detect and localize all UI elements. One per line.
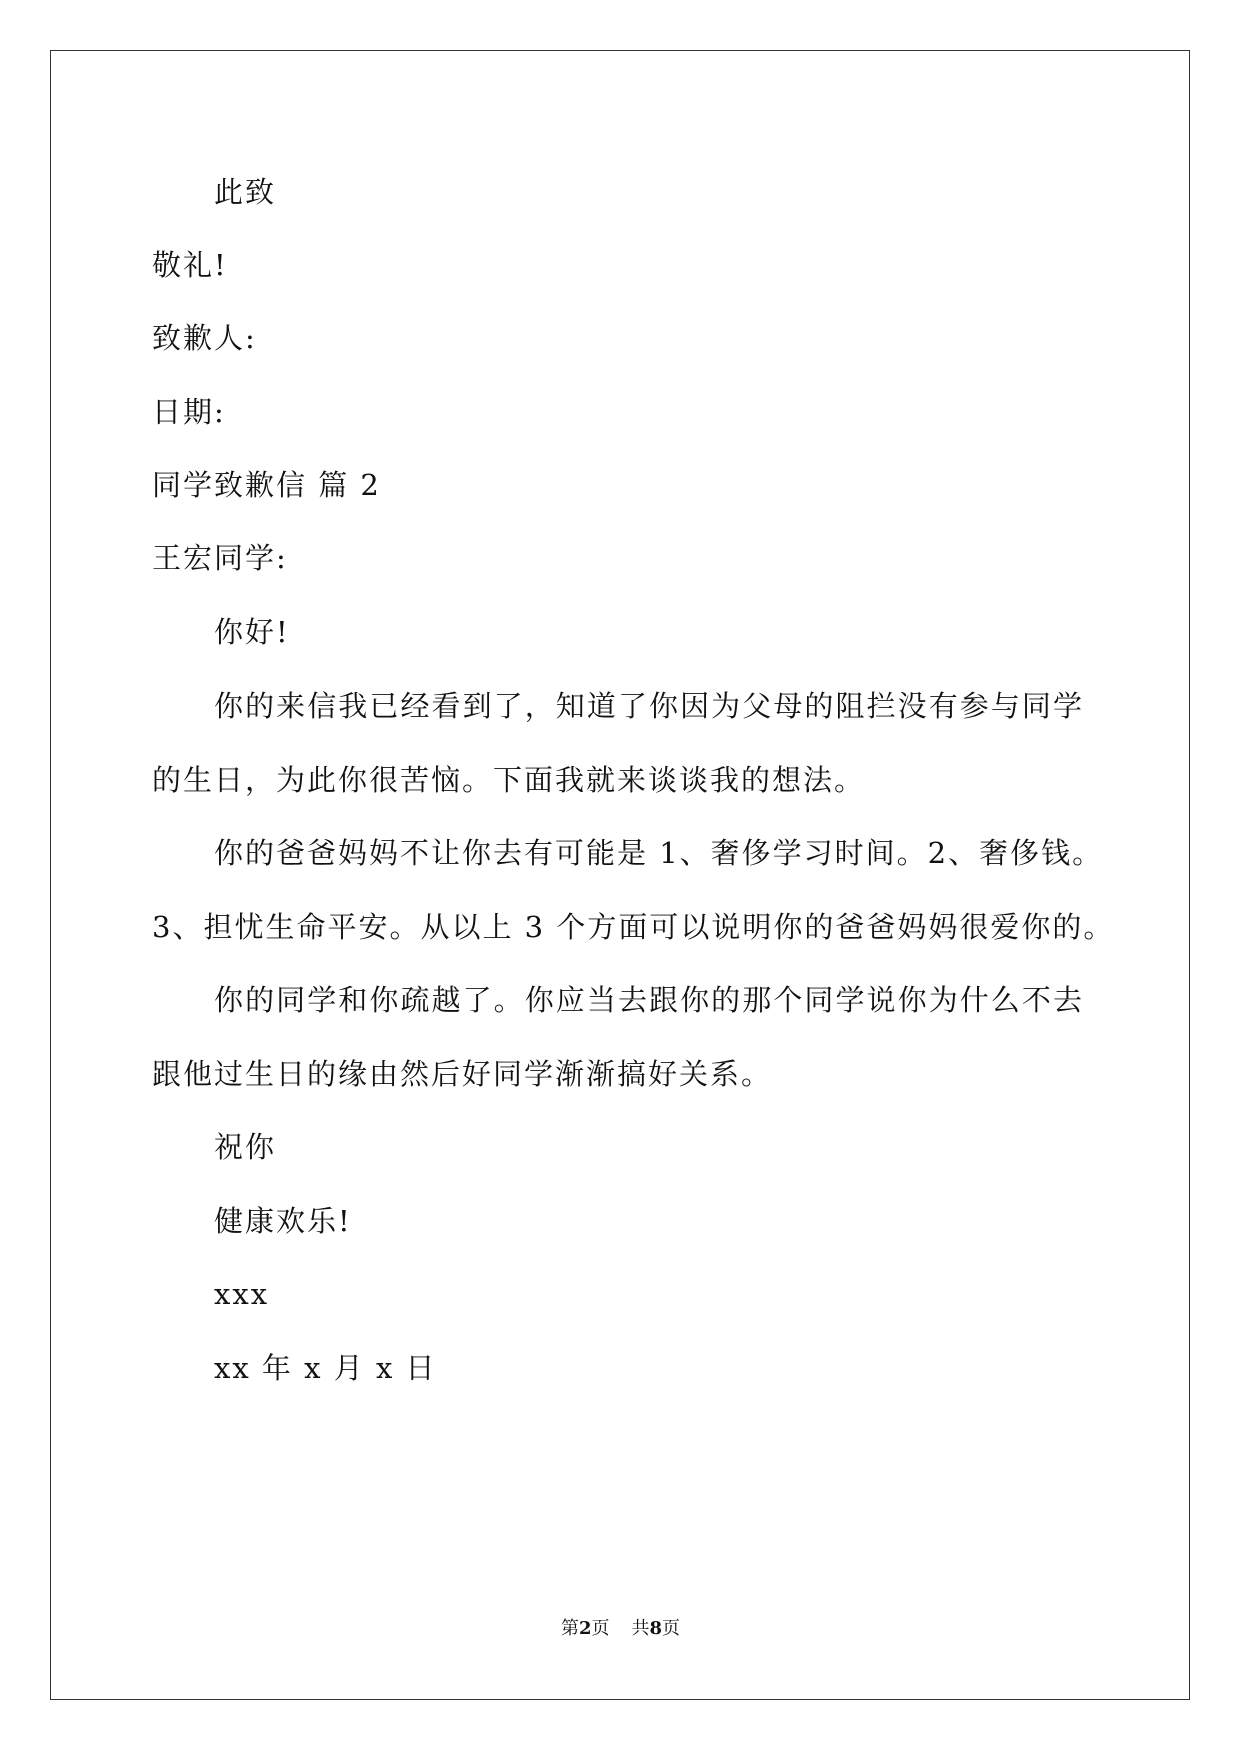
closing-line-2: 敬礼! [152,248,228,282]
closing-line-1: 此致 [214,175,277,209]
paragraph-2-line-1: 你的爸爸妈妈不让你去有可能是 1、奢侈学习时间。2、奢侈钱。 [214,836,1104,870]
footer-page-suffix: 页 [591,1618,610,1639]
footer-page-prefix: 第 [560,1618,579,1639]
footer-total-prefix: 共 [631,1618,650,1639]
wish-line-1: 祝你 [214,1130,277,1164]
paragraph-1-line-2: 的生日，为此你很苦恼。下面我就来谈谈我的想法。 [152,763,866,797]
page-footer [0,1617,1241,1641]
salutation: 王宏同学: [152,541,288,575]
footer-total-suffix: 页 [662,1618,681,1639]
footer-page-total: 8 [649,1618,663,1639]
footer-page-current: 2 [578,1618,592,1639]
wish-line-2: 健康欢乐! [214,1204,352,1238]
signature: xxx [214,1277,270,1311]
section-title: 同学致歉信 篇 2 [152,468,381,502]
date-label: 日期: [152,395,226,429]
letter-date: xx 年 x 月 x 日 [214,1351,437,1385]
page-border [50,50,1190,1700]
paragraph-2-line-2: 3、担忧生命平安。从以上 3 个方面可以说明你的爸爸妈妈很爱你的。 [152,910,1115,944]
signer-label: 致歉人: [152,321,257,355]
paragraph-3-line-2: 跟他过生日的缘由然后好同学渐渐搞好关系。 [152,1057,773,1091]
paragraph-3-line-1: 你的同学和你疏越了。你应当去跟你的那个同学说你为什么不去 [214,983,1084,1017]
paragraph-1-line-1: 你的来信我已经看到了，知道了你因为父母的阻拦没有参与同学 [214,689,1084,723]
greeting: 你好! [214,615,290,649]
